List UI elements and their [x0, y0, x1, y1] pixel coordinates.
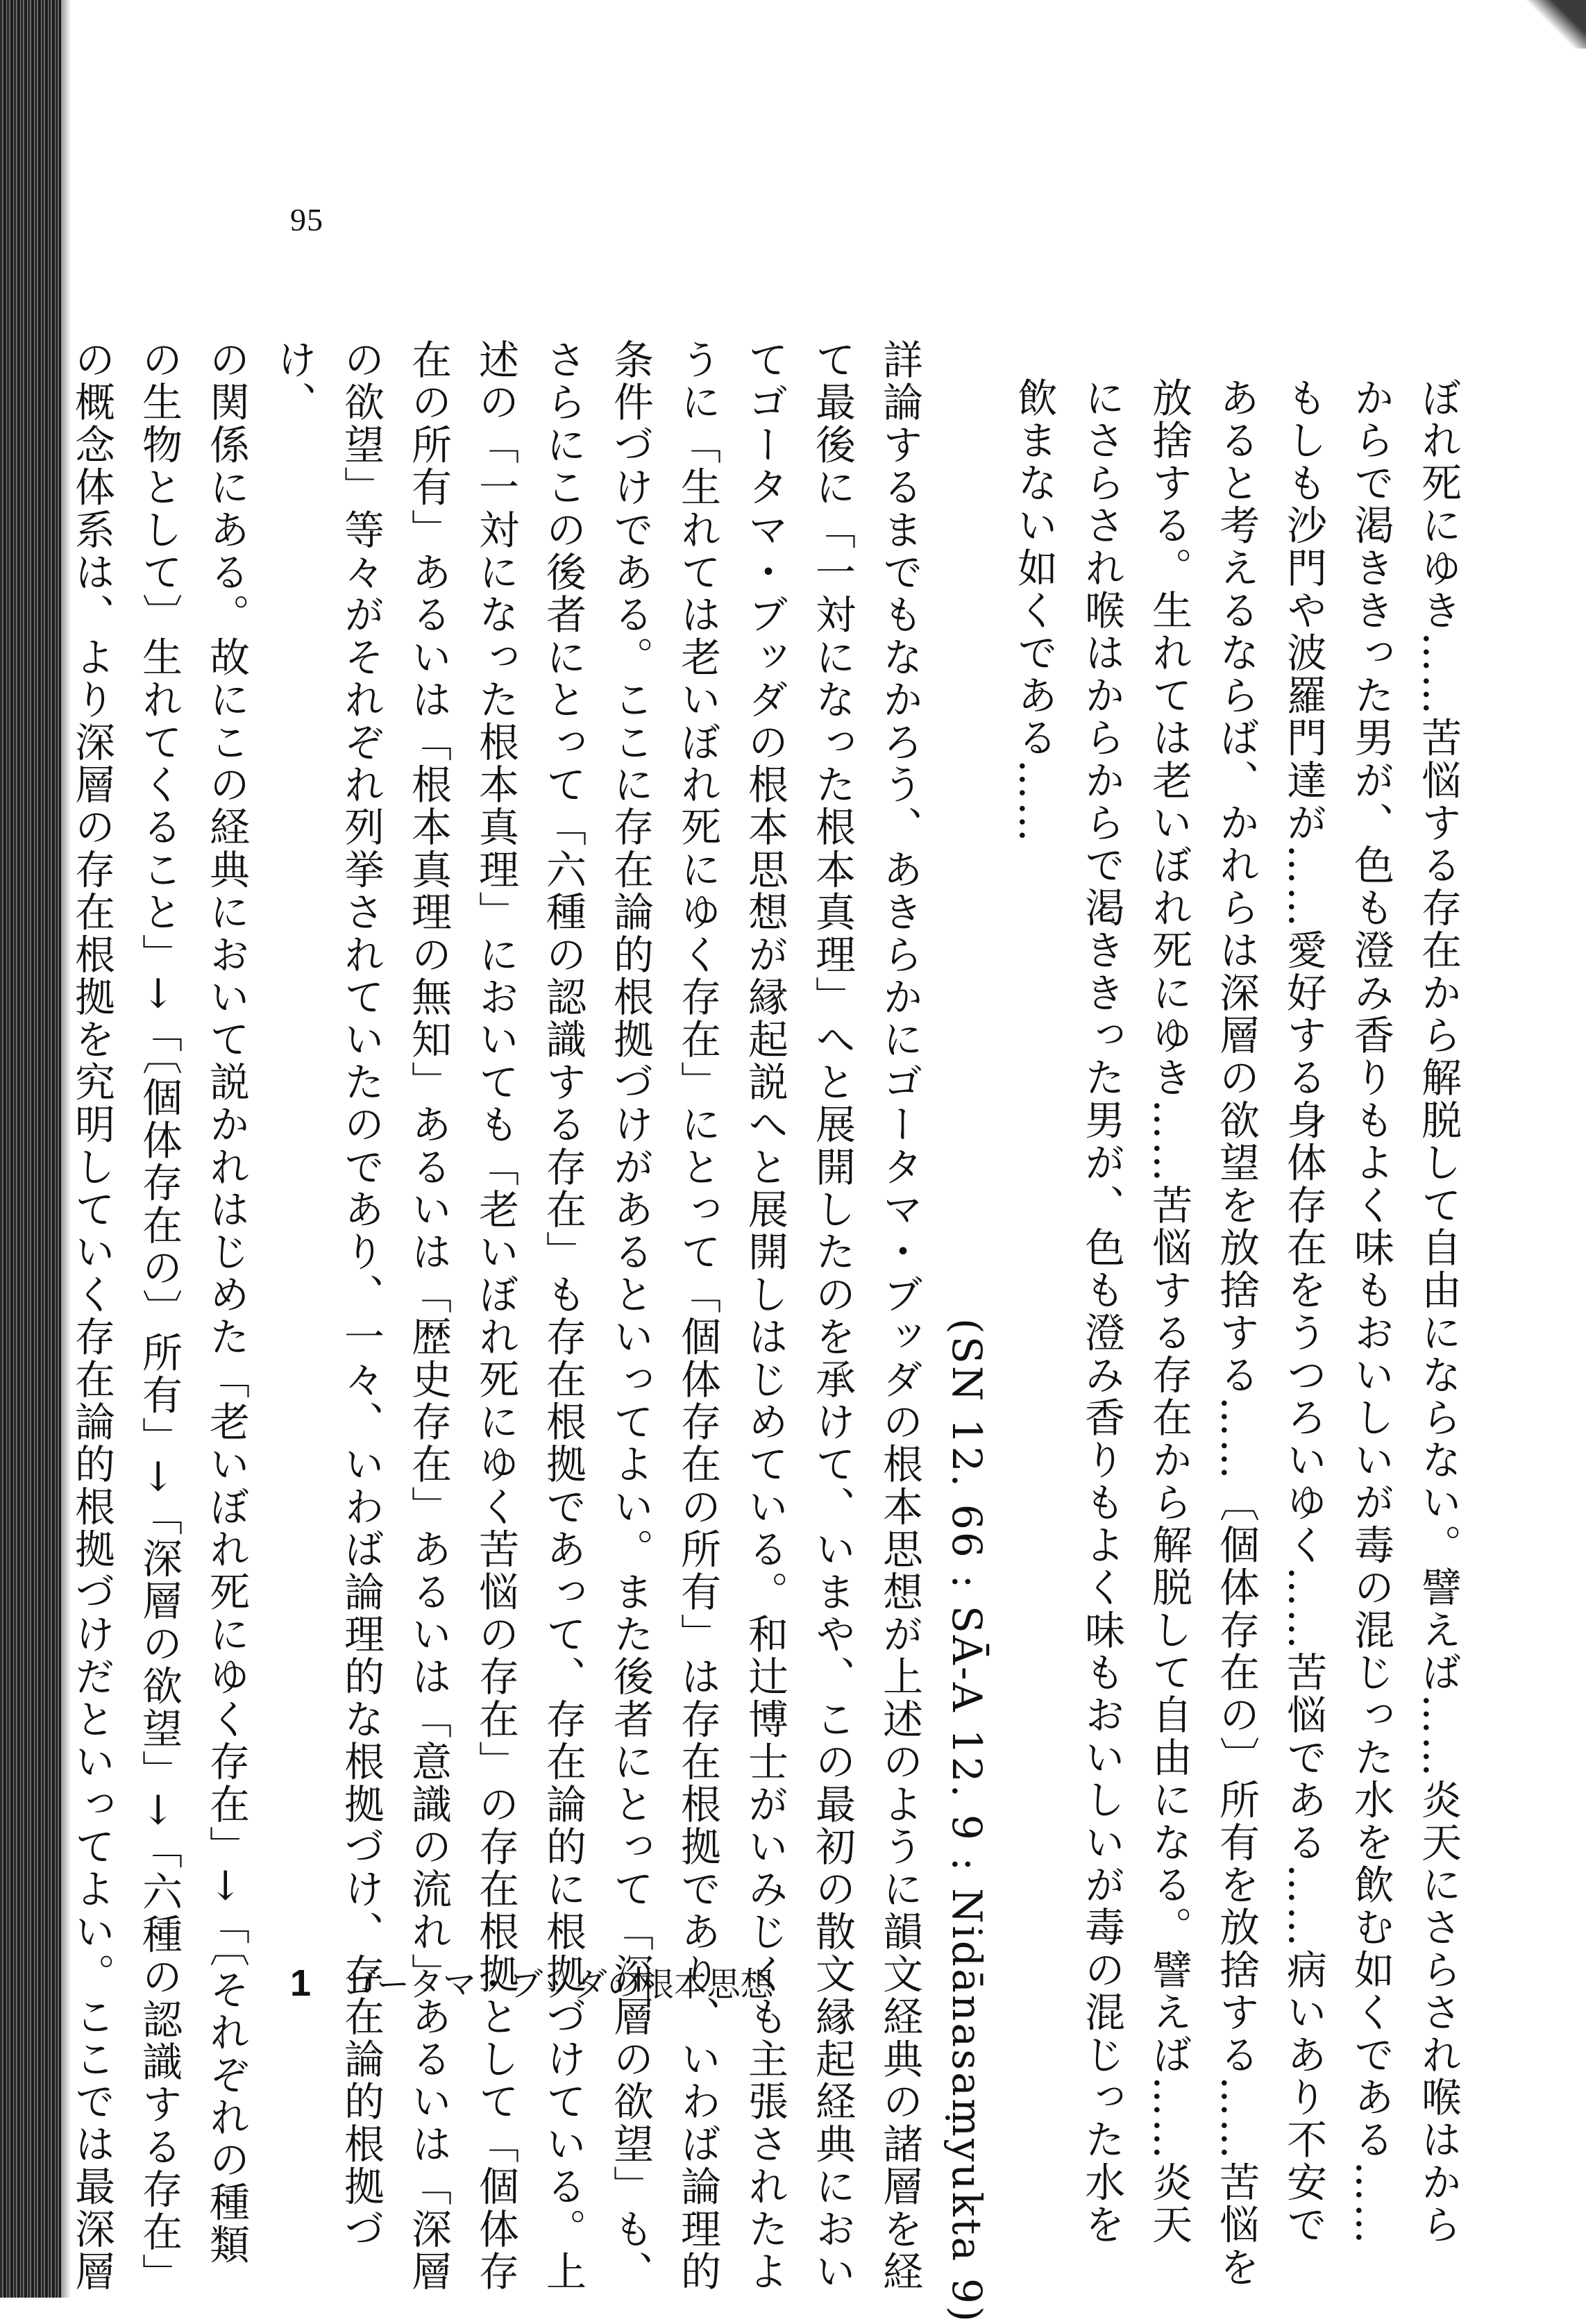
- quotation-block: [933, 339, 1471, 2324]
- quote-line: もしも沙門や波羅門達が……愛好する身体存在をうつろいゆく……苦悩である……病いあり不安で: [1280, 377, 1327, 2246]
- paragraph-line: の欲望」等々がそれぞれ列挙されていたのであり、一々、いわば論理的な根拠づけ、存在論的根拠づけ、: [270, 339, 385, 2250]
- paragraph-line: うに「生れては老いぼれ死にゆく存在」にとって「個体存在の所有」は存在根拠であり、いわば論理的: [674, 339, 721, 2293]
- citation: (SN 12. 66 : SĀ-A 12. 9 : Nidānasaṃyukta 9): [943, 1318, 990, 2324]
- quote-line: あると考えるならば、かれらは深層の欲望を放捨する……〔個体存在の〕所有を放捨する……苦悩を: [1213, 377, 1260, 2289]
- chapter-number: 1: [290, 1962, 312, 2004]
- paragraph-line: の概念体系は、より深層の存在根拠を究明していく存在論的根拠づけだといってよい。ここでは最深層: [68, 339, 115, 2293]
- quote-line: 放捨する。生れては老いぼれ死にゆき……苦悩する存在から解脱して自由になる。譬えば……炎天: [1145, 377, 1192, 2246]
- paragraph-line: て最後に「一対になった根本真理」へと展開したのを承けて、いまや、この最初の散文縁起経典におい: [809, 339, 856, 2293]
- paragraph-line: 詳論するまでもなかろう、あきらかにゴータマ・ブッダの根本思想が上述のように韻文経典の諸層を経: [876, 339, 923, 2293]
- quote-line: ぼれ死にゆき……苦悩する存在から解脱して自由にならない。譬えば……炎天にさらされ喉はから: [1415, 377, 1462, 2246]
- paragraph-line: 述の「一対になった根本真理」においても「老いぼれ死にゆく苦悩の存在」の存在根拠として「個体存: [472, 339, 519, 2293]
- scan-corner-mark: [1524, 0, 1586, 49]
- quote-line: 飲まない如くである……: [1011, 377, 1058, 845]
- chapter-title: ゴータマ・ブッダの根本思想: [343, 1965, 774, 2004]
- quote-line: にさらされ喉はからからで渇ききった男が、色も澄み香りもよく味もおいしいが毒の混じった水を: [1078, 377, 1125, 2246]
- body-paragraph: [58, 339, 933, 2324]
- paragraph-line: の関係にある。故にこの経典において説かれはじめた「老いぼれ死にゆく存在」→「〔それぞれの種類: [203, 339, 250, 2266]
- page-number: 95: [290, 202, 323, 237]
- body-text: [58, 339, 1471, 2324]
- paragraph-line: 条件づけである。ここに存在論的根拠づけがあるといってよい。また後者にとって「深層の欲望」も、: [607, 339, 654, 2293]
- paragraph-line: てゴータマ・ブッダの根本思想が縁起説へと展開しはじめている。和辻博士がいみじくも主張されたよ: [741, 339, 788, 2293]
- quote-line: からで渇ききった男が、色も澄み香りもよく味もおいしいが毒の混じった水を飲む如くである……: [1347, 377, 1394, 2246]
- page-edge-shadow: [0, 0, 61, 2298]
- paragraph-line: 在の所有」あるいは「根本真理の無知」あるいは「歴史存在」あるいは「意識の流れ」あるいは「深層: [405, 339, 452, 2293]
- running-header: [290, 1957, 774, 2005]
- paragraph-line: の生物として〕生れてくること」→「〔個体存在の〕所有」→「深層の欲望」→「六種の認識する存在」: [135, 339, 183, 2296]
- paragraph-line: さらにこの後者にとって「六種の認識する存在」も存在根拠であって、存在論的に根拠づけている。上: [539, 339, 587, 2293]
